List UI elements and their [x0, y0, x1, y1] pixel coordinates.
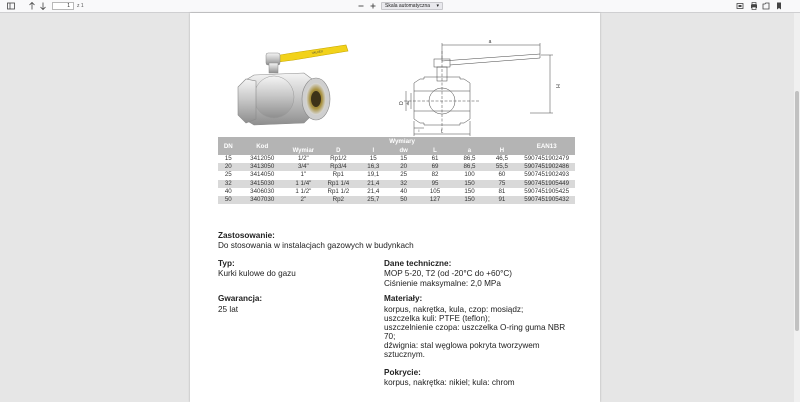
cell-l: 16,3: [356, 163, 391, 171]
cell-ean13: 5907451902486: [518, 163, 575, 171]
zastosowanie-text: Do stosowania w instalacjach gazowych w budynkach: [218, 241, 414, 250]
zoom-select-value: Skala automatyczna: [385, 3, 431, 9]
dane-techniczne-heading: Dane techniczne:: [384, 259, 452, 268]
zoom-in-icon[interactable]: [369, 0, 377, 12]
header-a: a: [454, 146, 486, 155]
cell-dw: 20: [391, 163, 417, 171]
materialy-line-5: dźwignia: stal węglowa pokryta tworzywem: [384, 341, 540, 350]
cell-d: Rp1 1/4: [321, 180, 356, 188]
cell-L: 69: [417, 163, 454, 171]
previous-page-icon[interactable]: [28, 0, 36, 12]
cell-L: 61: [417, 155, 454, 163]
materialy-line-2: uszczelka kuli: PTFE (teflon);: [384, 314, 491, 323]
valve-technical-drawing: [400, 33, 560, 139]
cell-wymiar: 1/2": [286, 155, 321, 163]
dim-label-l: l: [418, 128, 420, 133]
cell-d: Rp3/4: [321, 163, 356, 171]
cell-dw: 32: [391, 180, 417, 188]
dane-techniczne-line-2: Ciśnienie maksymalne: 2,0 MPa: [384, 279, 501, 288]
cell-dw: 40: [391, 188, 417, 196]
cell-ean13: 5907451905425: [518, 188, 575, 196]
cell-wymiar: 1": [286, 171, 321, 179]
cell-h: 81: [485, 188, 518, 196]
zastosowanie-heading: Zastosowanie:: [218, 231, 275, 240]
zoom-select[interactable]: [381, 2, 443, 10]
materialy-line-6: sztucznym.: [384, 350, 425, 359]
zoom-out-icon[interactable]: [357, 0, 365, 12]
table-row: [218, 188, 575, 196]
cell-a: 150: [454, 188, 486, 196]
cell-dw: 25: [391, 171, 417, 179]
cell-dn: 25: [218, 171, 239, 179]
materialy-heading: Materiały:: [384, 294, 423, 303]
presentation-mode-icon[interactable]: [736, 0, 744, 12]
next-page-icon[interactable]: [39, 0, 47, 12]
vertical-scrollbar[interactable]: [794, 13, 800, 402]
cell-h: 55,5: [485, 163, 518, 171]
header-l-big: L: [417, 146, 454, 155]
gwarancja-text: 25 lat: [218, 305, 239, 314]
header-d: D: [321, 146, 356, 155]
cell-L: 127: [417, 196, 454, 204]
table-row: [218, 180, 575, 188]
cell-ean13: 5907451902493: [518, 171, 575, 179]
materialy-line-3: uszczelnienie czopa: uszczelka O-ring guma NBR: [384, 323, 566, 332]
cell-L: 82: [417, 171, 454, 179]
header-dw: dw: [391, 146, 417, 155]
sidebar-toggle-icon[interactable]: [6, 0, 16, 12]
cell-l: 21,4: [356, 180, 391, 188]
dim-label-a: a: [488, 39, 492, 45]
cell-kod: 3415030: [239, 180, 286, 188]
cell-h: 46,5: [485, 155, 518, 163]
dim-label-d: D: [399, 101, 405, 105]
cell-dw: 50: [391, 196, 417, 204]
materialy-line-1: korpus, nakrętka, kula, czop: mosiądz;: [384, 305, 524, 314]
page-number-input[interactable]: 1: [52, 2, 74, 10]
cell-kod: 3406030: [239, 188, 286, 196]
pokrycie-text: korpus, nakrętka: nikiel; kula: chrom: [384, 378, 515, 387]
cell-dn: 32: [218, 180, 239, 188]
cell-l: 25,7: [356, 196, 391, 204]
dimensions-table-body: [218, 155, 575, 204]
cell-L: 95: [417, 180, 454, 188]
cell-kod: 3413050: [239, 163, 286, 171]
dane-techniczne-line-1: MOP 5-20, T2 (od -20°C do +60°C): [384, 269, 512, 278]
cell-d: Rp2: [321, 196, 356, 204]
cell-kod: 3412050: [239, 155, 286, 163]
cell-h: 75: [485, 180, 518, 188]
cell-ean13: 5907451905449: [518, 180, 575, 188]
pdf-page: [190, 13, 600, 402]
table-row: [218, 171, 575, 179]
ball-valve-photo: [234, 39, 352, 131]
cell-wymiar: 2": [286, 196, 321, 204]
header-wymiar: Wymiar: [286, 146, 321, 155]
print-icon[interactable]: [750, 0, 758, 12]
cell-h: 60: [485, 171, 518, 179]
cell-a: 100: [454, 171, 486, 179]
cell-dw: 15: [391, 155, 417, 163]
header-kod: Kod: [239, 137, 286, 155]
scrollbar-thumb[interactable]: [795, 91, 799, 331]
header-dn: DN: [218, 137, 239, 155]
header-l-small: l: [356, 146, 391, 155]
cell-wymiar: 3/4": [286, 163, 321, 171]
materialy-line-4: 70;: [384, 332, 396, 341]
cell-d: Rp1 1/2: [321, 188, 356, 196]
cell-l: 21,4: [356, 188, 391, 196]
cell-wymiar: 1 1/4": [286, 180, 321, 188]
cell-kod: 3407030: [239, 196, 286, 204]
cell-a: 86,5: [454, 155, 486, 163]
dim-label-L: L: [440, 128, 444, 134]
cell-dn: 40: [218, 188, 239, 196]
cell-kod: 3414050: [239, 171, 286, 179]
cell-d: Rp1: [321, 171, 356, 179]
gwarancja-heading: Gwarancja:: [218, 294, 263, 303]
pdf-toolbar: [0, 0, 800, 13]
cell-a: 150: [454, 196, 486, 204]
cell-L: 105: [417, 188, 454, 196]
dimensions-table: [218, 137, 575, 204]
table-row: [218, 163, 575, 171]
page-total-label: z 1: [77, 3, 84, 9]
typ-text: Kurki kulowe do gazu: [218, 269, 296, 278]
save-icon[interactable]: [762, 0, 770, 12]
cell-dn: 20: [218, 163, 239, 171]
dim-label-h: H: [554, 84, 560, 88]
svg-text:VALVEX: VALVEX: [311, 49, 324, 55]
typ-heading: Typ:: [218, 259, 235, 268]
header-h: H: [485, 146, 518, 155]
pokrycie-heading: Pokrycie:: [384, 368, 421, 377]
cell-ean13: 5907451905432: [518, 196, 575, 204]
dim-label-dw: dw: [406, 100, 410, 106]
chevron-down-icon: ▾: [436, 3, 439, 9]
bookmark-icon[interactable]: [775, 0, 783, 12]
cell-wymiar: 1 1/2": [286, 188, 321, 196]
cell-h: 91: [485, 196, 518, 204]
cell-d: Rp1/2: [321, 155, 356, 163]
table-row: [218, 155, 575, 163]
cell-ean13: 5907451902479: [518, 155, 575, 163]
cell-dn: 15: [218, 155, 239, 163]
cell-l: 19,1: [356, 171, 391, 179]
cell-a: 150: [454, 180, 486, 188]
cell-a: 86,5: [454, 163, 486, 171]
table-row: [218, 196, 575, 204]
cell-l: 15: [356, 155, 391, 163]
cell-dn: 50: [218, 196, 239, 204]
header-wymiary: Wymiary: [286, 137, 518, 146]
header-ean13: EAN13: [518, 137, 575, 155]
